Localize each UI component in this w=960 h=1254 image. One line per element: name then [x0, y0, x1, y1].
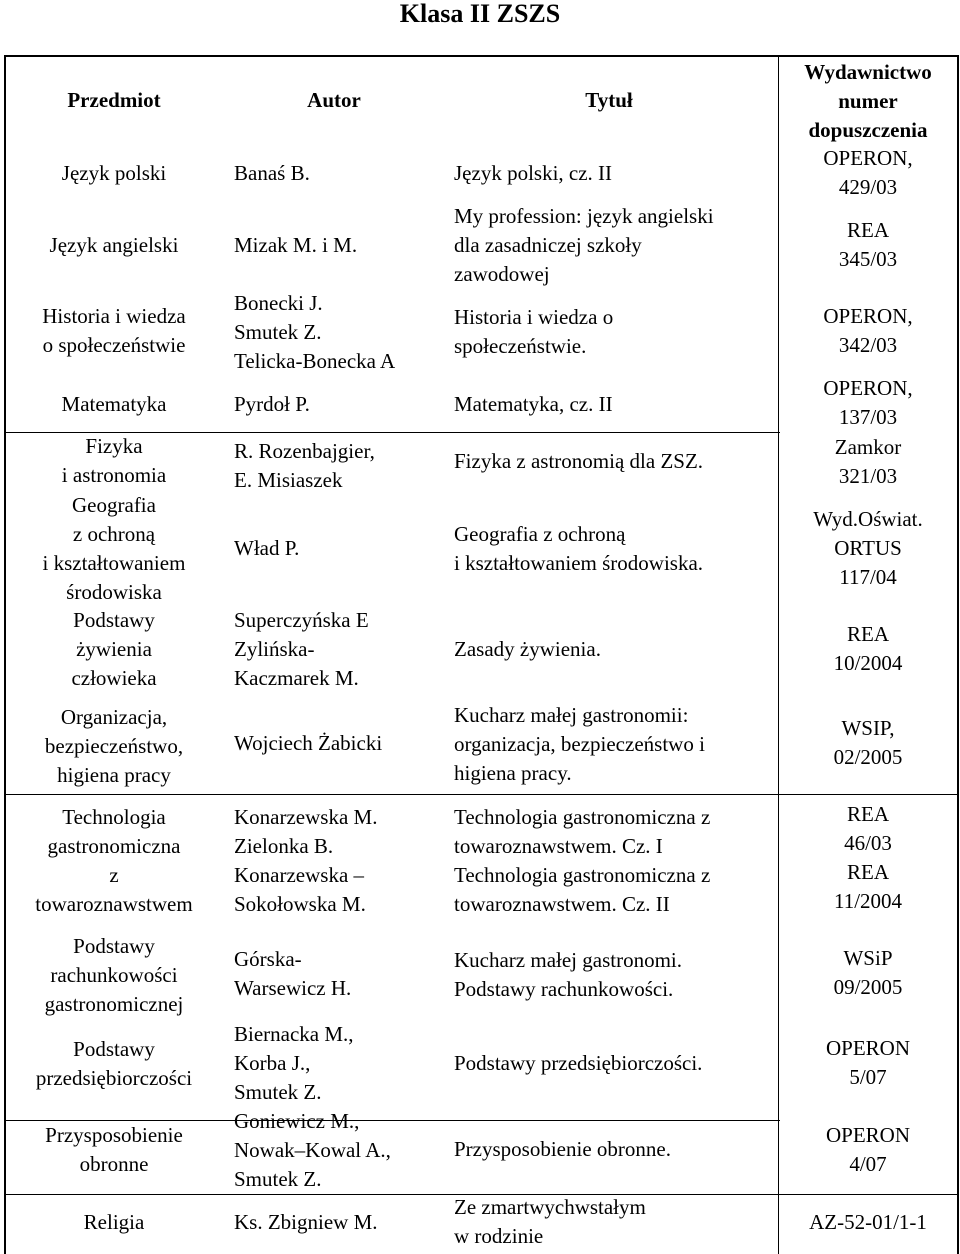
row-6-title-line: Zasady żywienia. [454, 637, 601, 661]
header-publisher-line: numer [838, 89, 898, 113]
row-7-publisher [780, 714, 956, 772]
row-6-publisher [780, 620, 956, 678]
row-11-author-line: Smutek Z. [234, 1167, 322, 1191]
row-1-publisher-line: REA [847, 218, 889, 242]
row-2-subject-line: o społeczeństwie [42, 333, 186, 357]
row-5-subject-line: i kształtowaniem [42, 551, 186, 575]
row-10-publisher [780, 1034, 956, 1092]
row-0-title-line: Język polski, cz. II [454, 161, 613, 185]
header-author [234, 86, 434, 115]
row-2-publisher [780, 302, 956, 360]
row-1-subject [6, 231, 222, 260]
row-0-publisher-line: OPERON, [823, 146, 913, 170]
row-0-author [234, 159, 444, 188]
row-10-publisher-line: 5/07 [849, 1065, 887, 1089]
row-1-publisher-line: 345/03 [838, 247, 898, 271]
row-12-publisher [780, 1208, 956, 1237]
row-10-publisher-line: OPERON [825, 1036, 910, 1060]
row-8-title-line: Technologia gastronomiczna z [454, 863, 711, 887]
row-10-subject-line: przedsiębiorczości [35, 1066, 193, 1090]
row-4-author [234, 437, 444, 495]
row-8-title-line: towaroznawstwem. Cz. I [454, 834, 663, 858]
row-5-publisher-line: Wyd.Oświat. [813, 507, 923, 531]
row-4-subject-line: i astronomia [61, 463, 167, 487]
row-2-author-line: Bonecki J. [234, 291, 323, 315]
row-4-subject [6, 432, 222, 490]
row-7-subject [6, 703, 222, 790]
row-10-title-line: Podstawy przedsiębiorczości. [454, 1051, 703, 1075]
row-8-author-line: Konarzewska M. [234, 805, 378, 829]
row-11-author-line: Goniewicz M., [234, 1109, 360, 1133]
header-publisher-line: Wydawnictwo [804, 60, 932, 84]
row-5-author-line: Wład P. [234, 536, 300, 560]
row-10-author [234, 1020, 444, 1107]
row-2-author [234, 289, 444, 376]
row-3-author [234, 390, 444, 419]
row-12-subject-line: Religia [83, 1210, 145, 1234]
row-5-publisher [780, 505, 956, 592]
row-6-subject-line: Podstawy [73, 608, 155, 632]
row-7-publisher-line: WSIP, [841, 716, 895, 740]
row-3-title [454, 390, 779, 419]
row-9-title-line: Kucharz małej gastronomi. [454, 948, 683, 972]
header-title-line: Tytuł [585, 88, 633, 112]
row-11-title [454, 1135, 779, 1164]
row-4-publisher [780, 433, 956, 491]
row-4-publisher-line: 321/03 [838, 464, 898, 488]
row-12-publisher-line: AZ-52-01/1-1 [809, 1210, 927, 1234]
row-8-publisher [780, 800, 956, 916]
row-9-title-line: Podstawy rachunkowości. [454, 977, 674, 1001]
row-4-subject-line: Fizyka [85, 434, 143, 458]
row-8-publisher-line: 11/2004 [833, 889, 903, 913]
row-7-title-line: Kucharz małej gastronomii: [454, 703, 689, 727]
row-10-title [454, 1049, 779, 1078]
row-0-subject [6, 159, 222, 188]
row-3-title-line: Matematyka, cz. II [454, 392, 613, 416]
row-5-author [234, 534, 444, 563]
row-9-publisher-line: WSiP [843, 946, 893, 970]
header-publisher-line: dopuszczenia [808, 118, 928, 142]
row-1-subject-line: Język angielski [49, 233, 179, 257]
row-7-title-line: higiena pracy. [454, 761, 572, 785]
row-12-title [454, 1193, 779, 1251]
row-12-title-line: Ze zmartwychwstałym [454, 1195, 646, 1219]
row-5-subject-line: środowiska [66, 580, 162, 604]
row-1-author [234, 231, 444, 260]
row-6-author [234, 606, 444, 693]
row-8-publisher-line: REA [847, 802, 889, 826]
row-3-publisher-line: OPERON, [823, 376, 913, 400]
row-4-title [454, 447, 779, 476]
row-7-author [234, 729, 444, 758]
row-10-author-line: Smutek Z. [234, 1080, 322, 1104]
row-8-subject-line: gastronomiczna [47, 834, 181, 858]
row-9-author-line: Górska- [234, 947, 302, 971]
row-1-title-line: zawodowej [454, 262, 550, 286]
row-6-subject-line: żywienia [76, 637, 152, 661]
row-divider [4, 794, 959, 795]
row-1-author-line: Mizak M. i M. [234, 233, 358, 257]
row-2-author-line: Smutek Z. [234, 320, 322, 344]
row-8-title-line: towaroznawstwem. Cz. II [454, 892, 670, 916]
row-7-subject-line: bezpieczeństwo, [44, 734, 184, 758]
row-2-title-line: Historia i wiedza o [454, 305, 614, 329]
row-4-title-line: Fizyka z astronomią dla ZSZ. [454, 449, 704, 473]
row-6-author-line: Kaczmarek M. [234, 666, 359, 690]
row-5-title-line: i kształtowaniem środowiska. [454, 551, 704, 575]
row-12-author [234, 1208, 444, 1237]
row-7-title-line: organizacja, bezpieczeństwo i [454, 732, 705, 756]
row-4-publisher-line: Zamkor [834, 435, 902, 459]
row-5-publisher-line: ORTUS [834, 536, 902, 560]
row-6-publisher-line: 10/2004 [833, 651, 903, 675]
row-11-subject [6, 1121, 222, 1179]
row-4-author-line: R. Rozenbajgier, [234, 439, 375, 463]
row-9-subject-line: rachunkowości [50, 963, 178, 987]
row-11-publisher-line: 4/07 [849, 1152, 887, 1176]
row-9-author [234, 945, 444, 1003]
row-3-subject-line: Matematyka [61, 392, 167, 416]
row-10-author-line: Biernacka M., [234, 1022, 354, 1046]
row-7-subject-line: higiena pracy [57, 763, 171, 787]
row-11-subject-line: obronne [79, 1152, 149, 1176]
row-10-author-line: Korba J., [234, 1051, 311, 1075]
row-5-title-line: Geografia z ochroną [454, 522, 626, 546]
row-5-subject-line: Geografia [72, 493, 156, 517]
row-6-subject [6, 606, 222, 693]
row-2-author-line: Telicka-Bonecka A [234, 349, 396, 373]
row-2-subject-line: Historia i wiedza [42, 304, 186, 328]
row-2-title-line: społeczeństwie. [454, 334, 587, 358]
row-9-subject-line: gastronomicznej [44, 992, 184, 1016]
header-publisher [780, 58, 956, 145]
table-border-right [957, 55, 959, 1254]
row-1-title [454, 202, 779, 289]
row-2-publisher-line: 342/03 [838, 333, 898, 357]
row-4-author-line: E. Misiaszek [234, 468, 343, 492]
header-subject [6, 86, 222, 115]
row-8-subject-line: towaroznawstwem [35, 892, 193, 916]
row-1-title-line: dla zasadniczej szkoły [454, 233, 642, 257]
row-5-publisher-line: 117/04 [839, 565, 897, 589]
row-3-publisher-line: 137/03 [838, 405, 898, 429]
page-title: Klasa II ZSZS [399, 0, 561, 28]
row-5-subject [6, 491, 222, 607]
row-11-author-line: Nowak–Kowal A., [234, 1138, 391, 1162]
row-10-subject [6, 1035, 222, 1093]
row-9-publisher [780, 944, 956, 1002]
row-11-publisher [780, 1121, 956, 1179]
row-8-publisher-line: REA [847, 860, 889, 884]
row-12-title-line: w rodzinie [454, 1224, 544, 1248]
row-11-subject-line: Przysposobienie [45, 1123, 183, 1147]
header-title [454, 86, 764, 115]
row-0-title [454, 159, 779, 188]
row-2-subject [6, 302, 222, 360]
row-11-publisher-line: OPERON [825, 1123, 910, 1147]
row-8-publisher-line: 46/03 [844, 831, 892, 855]
row-7-publisher-line: 02/2005 [833, 745, 903, 769]
row-6-subject-line: człowieka [71, 666, 157, 690]
row-8-subject-line: z [109, 863, 119, 887]
row-9-author-line: Warsewicz H. [234, 976, 352, 1000]
row-5-title [454, 520, 779, 578]
row-8-author-line: Zielonka B. [234, 834, 334, 858]
row-8-subject-line: Technologia [62, 805, 166, 829]
row-9-subject [6, 932, 222, 1019]
row-3-author-line: Pyrdoł P. [234, 392, 310, 416]
row-11-author [234, 1107, 444, 1194]
row-5-subject-line: z ochroną [72, 522, 156, 546]
header-subject-line: Przedmiot [67, 88, 161, 112]
row-8-title [454, 803, 779, 919]
row-2-title [454, 303, 779, 361]
row-0-subject-line: Język polski [61, 161, 167, 185]
row-7-author-line: Wojciech Żabicki [234, 731, 383, 755]
row-0-publisher-line: 429/03 [838, 175, 898, 199]
header-author-line: Autor [307, 88, 361, 112]
row-6-title [454, 635, 779, 664]
row-3-publisher [780, 374, 956, 432]
row-6-author-line: Zylińska- [234, 637, 315, 661]
row-8-author-line: Sokołowska M. [234, 892, 366, 916]
table-border-top [4, 55, 959, 57]
row-8-subject [6, 803, 222, 919]
row-8-author-line: Konarzewska – [234, 863, 365, 887]
row-12-author-line: Ks. Zbigniew M. [234, 1210, 378, 1234]
row-7-subject-line: Organizacja, [60, 705, 168, 729]
row-9-publisher-line: 09/2005 [833, 975, 903, 999]
row-12-subject [6, 1208, 222, 1237]
row-2-publisher-line: OPERON, [823, 304, 913, 328]
row-0-author-line: Banaś B. [234, 161, 310, 185]
row-10-subject-line: Podstawy [73, 1037, 155, 1061]
row-3-subject [6, 390, 222, 419]
row-7-title [454, 701, 779, 788]
row-0-publisher [780, 144, 956, 202]
row-1-publisher [780, 216, 956, 274]
row-8-author [234, 803, 444, 919]
row-9-title [454, 946, 779, 1004]
row-9-subject-line: Podstawy [73, 934, 155, 958]
row-6-author-line: Superczyńska E [234, 608, 369, 632]
row-1-title-line: My profession: język angielski [454, 204, 714, 228]
row-6-publisher-line: REA [847, 622, 889, 646]
row-11-title-line: Przysposobienie obronne. [454, 1137, 671, 1161]
row-8-title-line: Technologia gastronomiczna z [454, 805, 711, 829]
